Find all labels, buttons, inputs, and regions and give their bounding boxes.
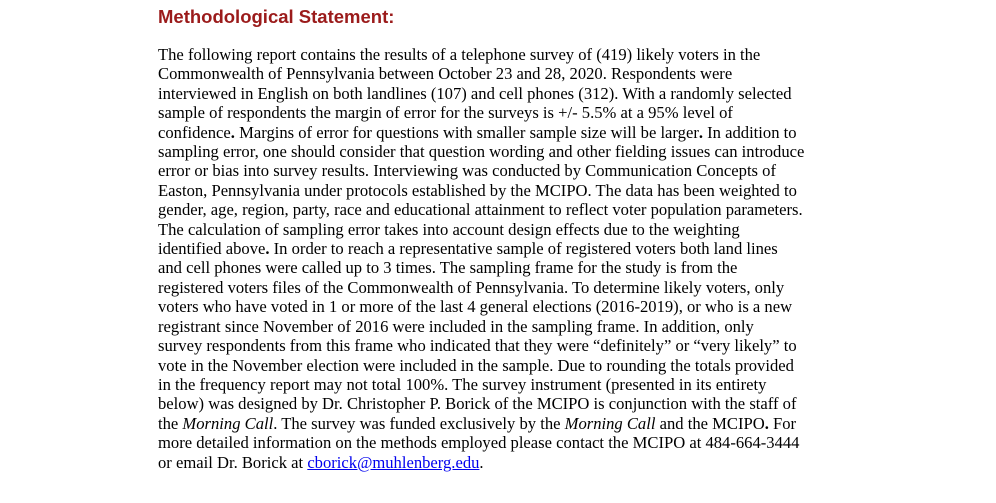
text-run: and the MCIPO <box>655 413 765 433</box>
bold-period: . <box>698 122 708 142</box>
publication-name: Morning Call <box>182 413 274 433</box>
text-run: For <box>773 413 797 433</box>
paragraph-line: more detailed information on the methods employed please contact the MCIPO at 484-664-3444 <box>158 433 800 453</box>
paragraph-line: error or bias into survey results. Interviewing was conducted by Communication Concepts of <box>158 161 776 181</box>
paragraph-line: Commonwealth of Pennsylvania between October 23 and 28, 2020. Respondents were <box>158 64 733 84</box>
paragraph-line: in the frequency report may not total 100%. The survey instrument (presented in its entirety <box>158 374 767 394</box>
text-run: In order to reach a representative sample of registered voters both land lines <box>273 239 778 259</box>
text-run: In addition to <box>707 122 797 142</box>
paragraph-line: survey respondents from this frame who indicated that they were “definitely” or “very likely” to <box>158 336 797 356</box>
text-run: confidence <box>158 122 231 142</box>
paragraph-line <box>158 453 848 472</box>
text-run: Margins of error for questions with smaller sample size will be larger <box>239 122 699 142</box>
methodology-paragraph <box>158 45 848 472</box>
publication-name: Morning Call <box>564 413 656 433</box>
paragraph-line: voters who have voted in 1 or more of the last 4 general elections (2016-2019), or who is a new <box>158 297 793 317</box>
paragraph-line: interviewed in English on both landlines (107) and cell phones (312). With a randomly selected <box>158 83 792 103</box>
bold-period: . <box>265 239 274 259</box>
text-run: the <box>158 413 183 433</box>
text-run: identified above <box>158 239 266 259</box>
paragraph-line: registered voters files of the Commonwealth of Pennsylvania. To determine likely voters, only <box>158 277 785 297</box>
email-link[interactable]: cborick@muhlenberg.edu <box>307 452 480 472</box>
bold-period: . <box>230 122 240 142</box>
paragraph-line: registrant since November of 2016 were included in the sampling frame. In addition, only <box>158 316 754 336</box>
paragraph-line: gender, age, region, party, race and educational attainment to reflect voter population parameters. <box>158 200 803 220</box>
paragraph-line: and cell phones were called up to 3 times. The sampling frame for the study is from the <box>158 258 738 278</box>
document-page <box>158 4 848 472</box>
paragraph-line: below) was designed by Dr. Christopher P. Borick of the MCIPO is conjunction with the staff of <box>158 394 797 414</box>
text-run: . The survey was funded exclusively by the <box>273 413 565 433</box>
text-run: or email Dr. Borick at <box>158 452 308 472</box>
paragraph-line: sampling error, one should consider that question wording and other fielding issues can introduce <box>158 142 805 162</box>
paragraph-line: The following report contains the results of a telephone survey of (419) likely voters in the <box>158 45 761 64</box>
section-heading: Methodological Statement: <box>158 6 395 27</box>
paragraph-line <box>158 414 848 433</box>
bold-period: . <box>764 413 773 433</box>
paragraph-line: Easton, Pennsylvania under protocols established by the MCIPO. The data has been weighted to <box>158 180 797 200</box>
paragraph-line <box>158 239 848 258</box>
paragraph-line: vote in the November election were included in the sample. Due to rounding the totals provided <box>158 355 794 375</box>
paragraph-line <box>158 123 848 142</box>
paragraph-line: sample of respondents the margin of error for the surveys is +/- 5.5% at a 95% level of <box>158 103 733 123</box>
paragraph-line: The calculation of sampling error takes into account design effects due to the weighting <box>158 219 740 239</box>
text-run: . <box>479 452 484 472</box>
